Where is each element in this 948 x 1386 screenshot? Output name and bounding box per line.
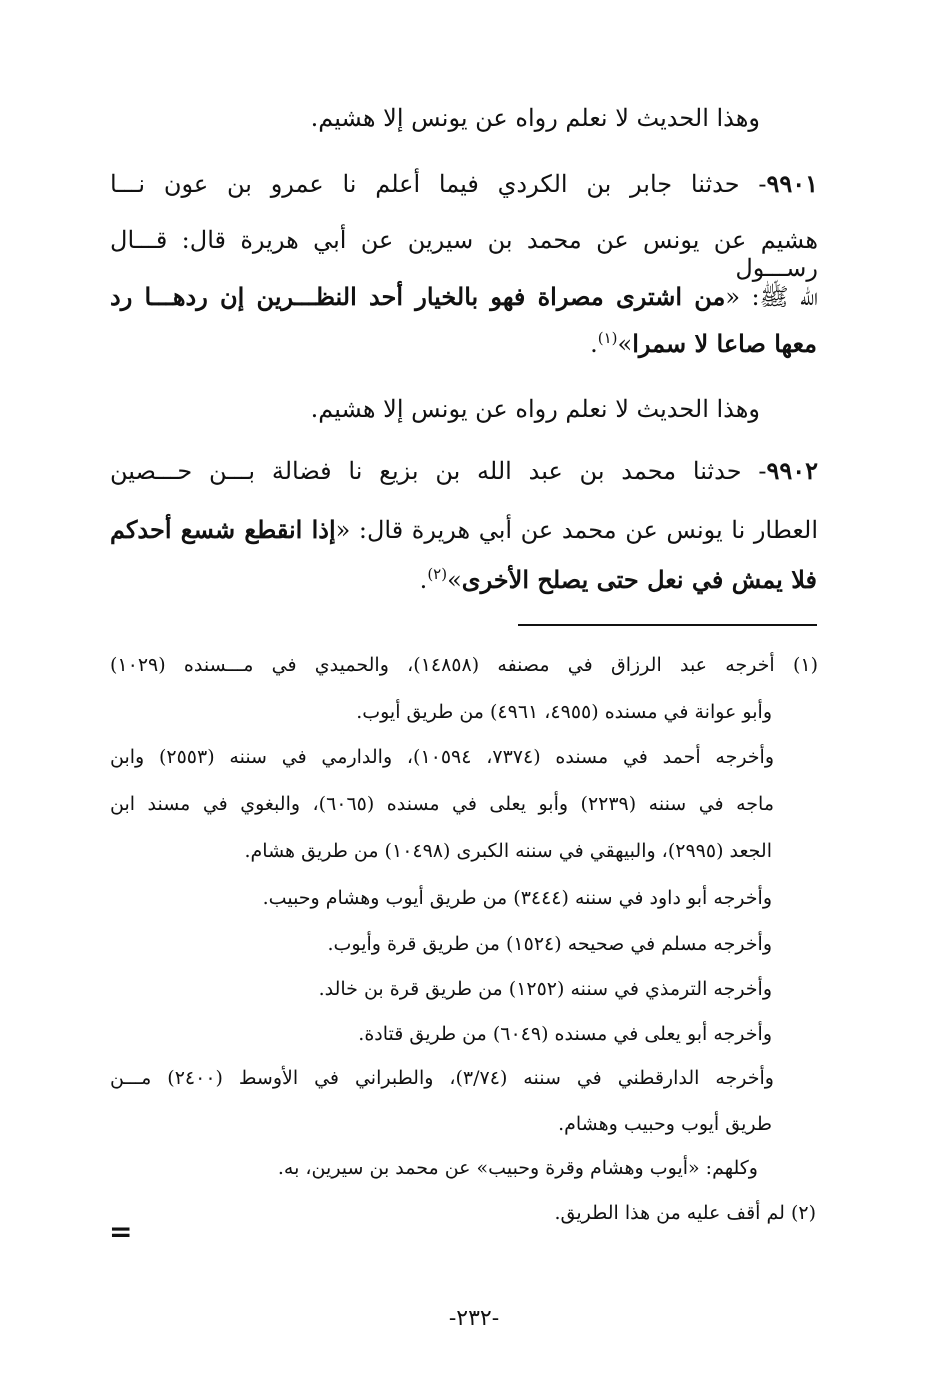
footnote-1-line-12 [278,1157,758,1179]
hadith-quote: من اشترى مصراة فهو بالخيار أحد النظـــرين إن ردهـــا رد [110,282,726,311]
hadith-9902-line-2 [110,515,818,544]
footnote-text: وأخرجه مسلم في صحيحه (١٥٢٤) من طريق قرة وأيوب. [327,933,772,955]
quote-close: » [617,330,633,358]
footnote-1-line-6 [263,887,772,909]
page-number: -٢٣٢- [448,1306,500,1331]
footnote-text: الجعد (٢٩٩٥)، والبيهقي في سننه الكبرى (١٠٤٩٨) من طريق هشام. [244,840,772,862]
footnote-text: (١) أخرجه عبد الرزاق في مصنفه (١٤٨٥٨)، والحميدي في مـــسنده (١٠٢٩) [110,654,819,676]
footnote-ref-1: (١) [597,329,618,347]
hadith-9901-line-4 [590,329,817,358]
footnote-separator [518,624,817,626]
footnote-text: ماجه في سننه (٢٢٣٩) وأبو يعلى في مسنده (٦٠٦٥)، والبغوي في مسند ابن [110,793,774,815]
footnote-text: وأخرجه الدارقطني في سننه (٣/٧٤)، والطبراني في الأوسط (٢٤٠٠) مـــن [110,1067,774,1089]
paragraph-note-2 [311,395,760,423]
footnote-1-line-9 [358,1023,772,1045]
hadith-9901-line-2 [110,226,818,282]
hadith-text: - حدثنا جابر بن الكردي فيما أعلم نا عمرو بن عون نـــا [110,170,767,198]
footnote-text: (٢) لم أقف عليه من هذا الطريق. [554,1202,816,1224]
footnote-1-line-2 [356,701,772,723]
footnote-1-line-5 [245,840,773,862]
footnote-1-line-3 [110,746,774,768]
quote-close: » [447,566,462,594]
period: . [590,330,598,358]
footnote-1-line-11 [558,1113,772,1135]
footnote-1-line-4 [110,793,774,815]
footnote-text: وكلهم: «أيوب وهشام وقرة وحبيب» عن محمد بن سيرين، به. [277,1157,758,1179]
hadith-quote: إذا انقطع شسع أحدكم [110,515,336,544]
hadith-number: ٩٩٠١ [766,169,818,198]
hadith-quote: معها صاعا لا سمرا [632,329,817,358]
footnote-1-line-8 [319,978,772,1000]
footnote-text: وأخرجه أحمد في مسنده (٧٣٧٤، ١٠٥٩٤)، والدارمي في سننه (٢٥٥٣) وابن [110,746,774,768]
paragraph-text: وهذا الحديث لا نعلم رواه عن يونس إلا هشيم. [310,104,760,132]
hadith-text: هشيم عن يونس عن محمد بن سيرين عن أبي هريرة قال: قـــال رســـول [110,226,818,282]
hadith-text: العطار نا يونس عن محمد عن أبي هريرة قال: « [335,516,818,544]
footnote-1-line-10 [110,1067,774,1089]
footnote-1-line-7 [327,933,772,955]
hadith-9901-line-3 [110,282,818,317]
paragraph-note-1 [311,104,760,132]
hadith-text: - حدثنا محمد بن عبد الله بن بزيع نا فضالة بـــن حـــصين [110,457,767,485]
continuation-mark: = [109,1215,133,1248]
footnote-text: وأخرجه أبو داود في سننه (٣٤٤٤) من طريق أيوب وهشام وحبيب. [262,887,772,909]
footnote-text: وأخرجه الترمذي في سننه (١٢٥٢) من طريق قرة بن خالد. [318,978,772,1000]
footnote-text: وأخرجه أبو يعلى في مسنده (٦٠٤٩) من طريق قتادة. [358,1023,772,1045]
footnote-1-line-1 [110,654,818,676]
hadith-9902-line-1 [110,456,818,485]
footnote-text: وأبو عوانة في مسنده (٤٩٥٥، ٤٩٦١) من طريق أيوب. [356,701,772,723]
hadith-number: ٩٩٠٢ [766,456,818,485]
period: . [419,566,428,594]
hadith-9902-line-3 [420,565,817,594]
hadith-text: الله ﷺ: « [725,283,818,311]
footnote-2-line-1 [554,1202,816,1224]
footnote-ref-2: (٢) [427,565,448,583]
hadith-9901-line-1 [110,169,818,198]
footnote-text: طريق أيوب وحبيب وهشام. [558,1113,772,1135]
hadith-quote: فلا يمش في نعل حتى يصلح الأخرى [461,565,817,594]
paragraph-text: وهذا الحديث لا نعلم رواه عن يونس إلا هشيم. [310,395,760,423]
